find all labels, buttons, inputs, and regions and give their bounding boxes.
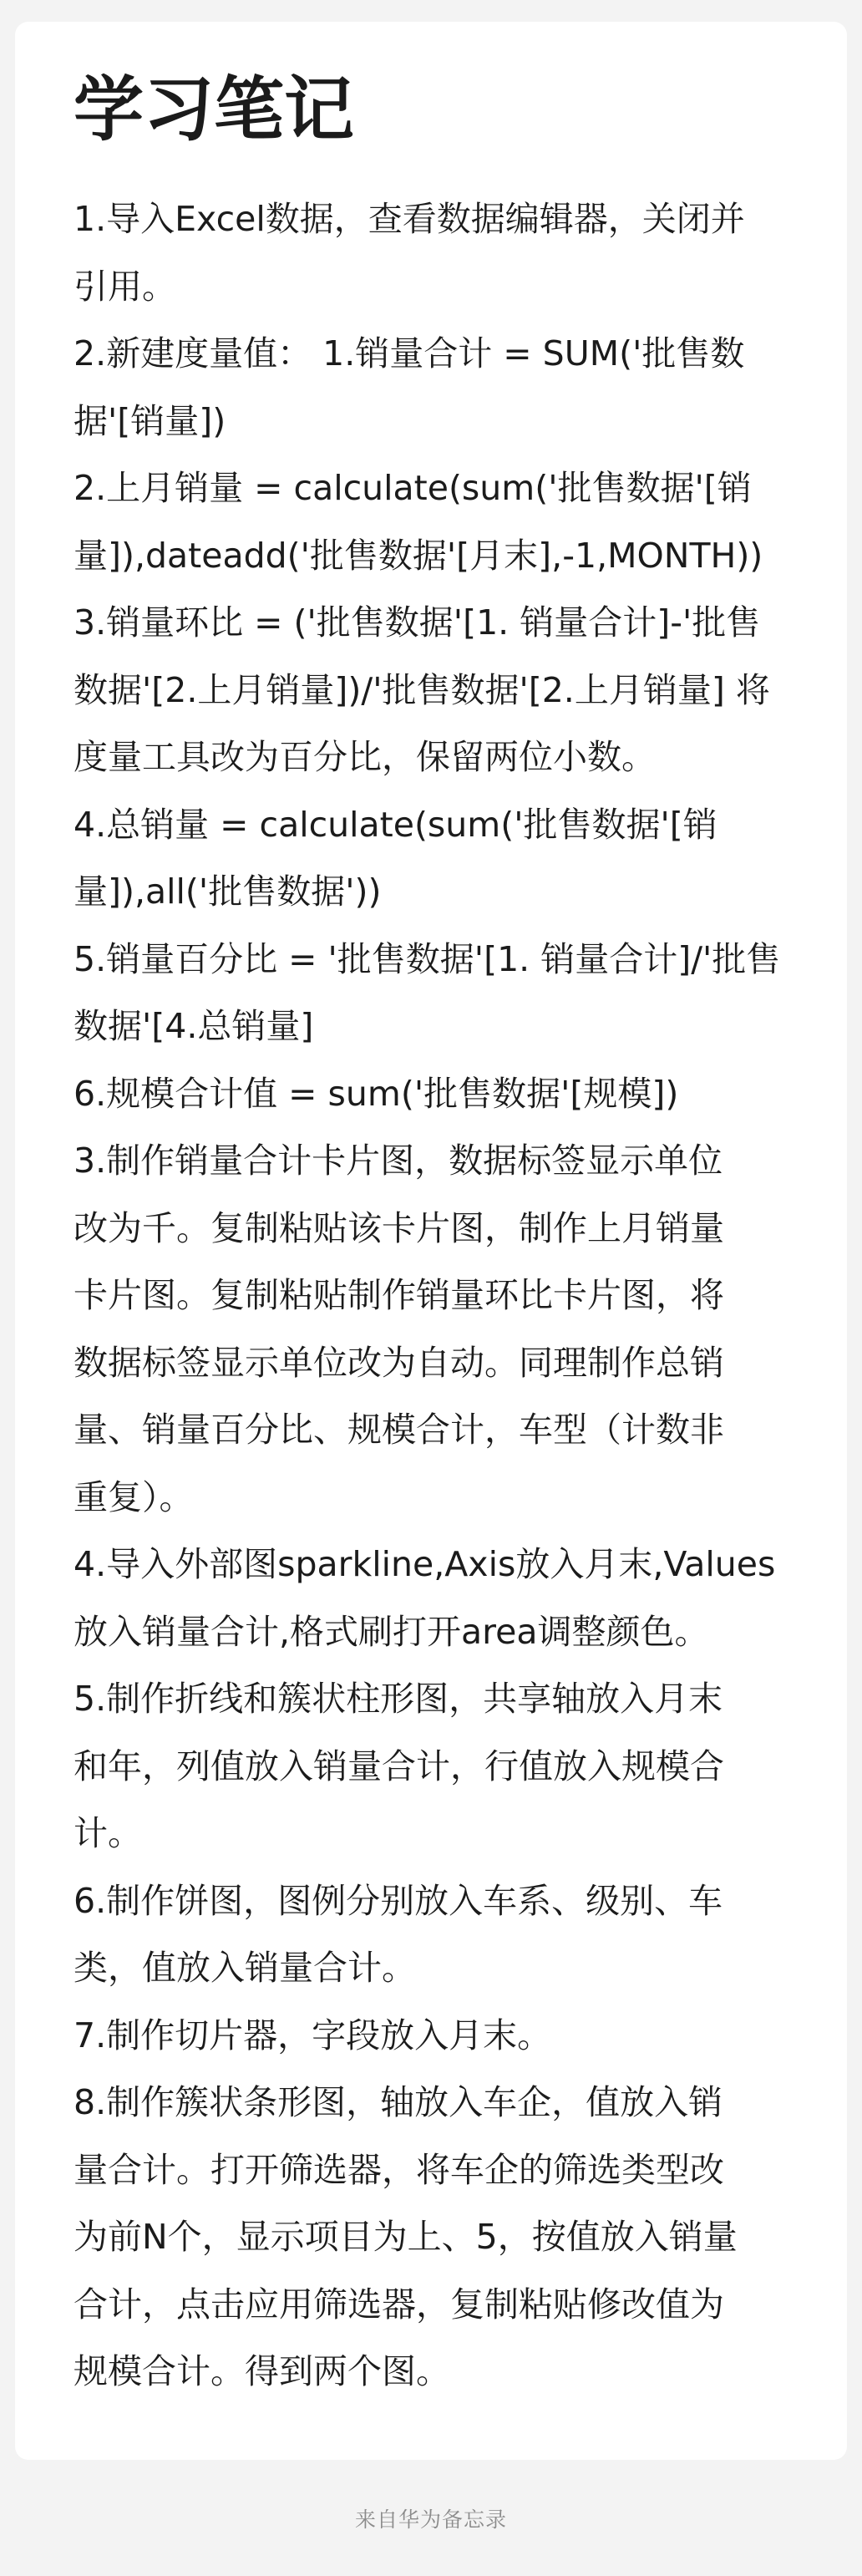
note-line: 数据'[4.总销量] (74, 1006, 314, 1047)
note-line: 引用。 (74, 266, 176, 307)
note-line: 放入销量合计,格式刷打开area调整颜色。 (74, 1611, 709, 1652)
note-line: 5.销量百分比 = '批售数据'[1. 销量合计]/'批售 (74, 938, 781, 979)
note-line: 5.制作折线和簇状柱形图，共享轴放入月末 (74, 1679, 723, 1720)
note-line: 6.制作饼图，图例分别放入车系、级别、车 (74, 1880, 723, 1921)
note-line: 4.总销量 = calculate(sum('批售数据'[销 (74, 804, 717, 845)
note-line: 据'[销量]) (74, 400, 226, 441)
note-title: 学习笔记 (74, 69, 355, 150)
note-body (74, 185, 788, 2406)
note-line: 合计，点击应用筛选器，复制粘贴修改值为 (74, 2284, 724, 2324)
note-line: 和年，列值放入销量合计，行值放入规模合 (74, 1745, 724, 1786)
note-line: 1.导入Excel数据，查看数据编辑器，关闭并 (74, 199, 745, 240)
note-line: 数据标签显示单位改为自动。同理制作总销 (74, 1342, 724, 1383)
note-line: 为前N个，显示项目为上、5，按值放入销量 (74, 2217, 738, 2258)
note-line: 2.新建度量值： 1.销量合计 = SUM('批售数 (74, 333, 745, 374)
note-card (15, 22, 847, 2460)
note-line: 卡片图。复制粘贴制作销量环比卡片图，将 (74, 1275, 724, 1316)
note-line: 数据'[2.上月销量])/'批售数据'[2.上月销量] 将 (74, 669, 770, 710)
note-line: 2.上月销量 = calculate(sum('批售数据'[销 (74, 468, 752, 509)
note-line: 量合计。打开筛选器，将车企的筛选类型改 (74, 2149, 724, 2190)
note-line: 7.制作切片器，字段放入月末。 (74, 2015, 552, 2055)
note-line: 类，值放入销量合计。 (74, 1948, 416, 1989)
note-line: 量]),dateadd('批售数据'[月末],-1,MONTH)) (74, 535, 763, 576)
note-line: 3.销量环比 = ('批售数据'[1. 销量合计]-'批售 (74, 602, 761, 643)
note-line: 计。 (74, 1813, 142, 1854)
note-line: 3.制作销量合计卡片图，数据标签显示单位 (74, 1141, 723, 1181)
note-line: 4.导入外部图sparkline,Axis放入月末,Values (74, 1544, 776, 1585)
note-line: 度量工具改为百分比，保留两位小数。 (74, 737, 656, 778)
note-line: 量、销量百分比、规模合计，车型（计数非 (74, 1410, 724, 1451)
note-line: 6.规模合计值 = sum('批售数据'[规模]) (74, 1073, 679, 1114)
note-line: 8.制作簇状条形图，轴放入车企，值放入销 (74, 2082, 723, 2123)
note-line: 改为千。复制粘贴该卡片图，制作上月销量 (74, 1207, 724, 1248)
note-line: 规模合计。得到两个图。 (74, 2351, 450, 2392)
note-line: 量]),all('批售数据')) (74, 871, 382, 912)
note-line: 重复）。 (74, 1476, 194, 1517)
footer-source: 来自华为备忘录 (354, 2507, 507, 2532)
